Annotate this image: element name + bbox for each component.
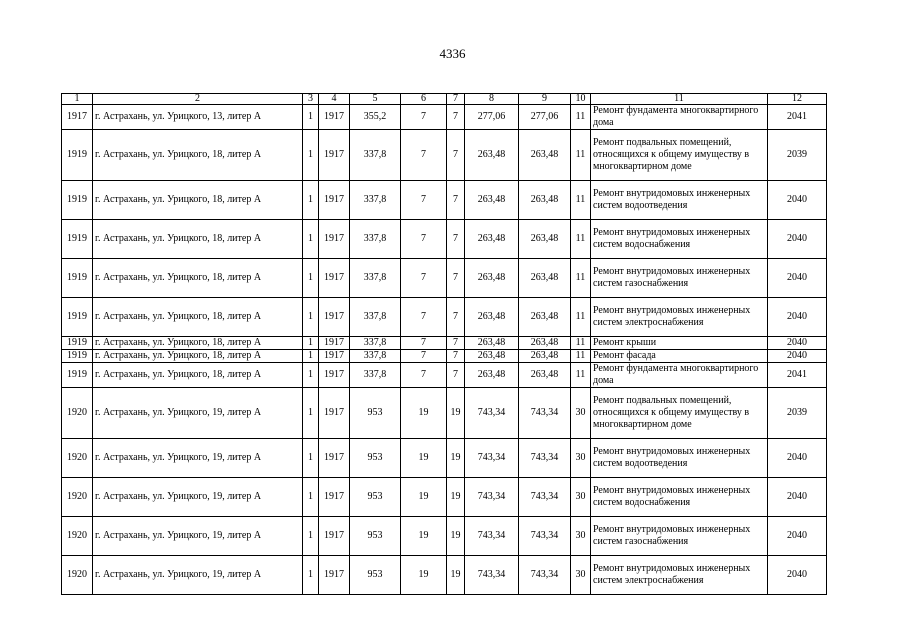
col-8-cell: 263,48 [465,363,519,388]
area-cell: 953 [350,478,401,517]
work-type-cell: Ремонт внутридомовых инженерных систем водоотведения [591,439,768,478]
col-3-cell: 1 [303,478,319,517]
area-cell: 337,8 [350,350,401,363]
col-10-cell: 11 [571,130,591,181]
col-3-cell: 1 [303,556,319,595]
col-9-cell: 743,34 [519,388,571,439]
work-type-cell: Ремонт фасада [591,350,768,363]
col-3-cell: 1 [303,517,319,556]
table-row [62,388,827,439]
col-10-cell: 11 [571,350,591,363]
area-cell: 337,8 [350,181,401,220]
address-cell: г. Астрахань, ул. Урицкого, 18, литер А [93,337,303,350]
header-cell-3: 3 [303,94,319,105]
row-number-cell: 1919 [62,130,93,181]
table-row [62,220,827,259]
col-10-cell: 11 [571,220,591,259]
build-year-cell: 1917 [319,220,350,259]
col-8-cell: 263,48 [465,298,519,337]
row-number-cell: 1920 [62,556,93,595]
work-type-cell: Ремонт внутридомовых инженерных систем водоснабжения [591,220,768,259]
col-7-cell: 7 [447,220,465,259]
header-cell-12: 12 [768,94,827,105]
column-number-header [62,94,827,105]
col-7-cell: 19 [447,517,465,556]
col-7-cell: 7 [447,105,465,130]
table-row [62,350,827,363]
col-7-cell: 7 [447,337,465,350]
table-row [62,517,827,556]
build-year-cell: 1917 [319,556,350,595]
row-number-cell: 1919 [62,363,93,388]
col-10-cell: 11 [571,337,591,350]
address-cell: г. Астрахань, ул. Урицкого, 18, литер А [93,181,303,220]
area-cell: 337,8 [350,337,401,350]
col-3-cell: 1 [303,259,319,298]
build-year-cell: 1917 [319,439,350,478]
col-3-cell: 1 [303,350,319,363]
col-6-cell: 7 [401,337,447,350]
col-6-cell: 19 [401,517,447,556]
area-cell: 953 [350,439,401,478]
col-8-cell: 743,34 [465,439,519,478]
table-row [62,439,827,478]
plan-year-cell: 2040 [768,556,827,595]
address-cell: г. Астрахань, ул. Урицкого, 19, литер А [93,388,303,439]
work-type-cell: Ремонт внутридомовых инженерных систем водоснабжения [591,478,768,517]
address-cell: г. Астрахань, ул. Урицкого, 19, литер А [93,556,303,595]
col-3-cell: 1 [303,439,319,478]
col-6-cell: 7 [401,363,447,388]
col-9-cell: 263,48 [519,337,571,350]
plan-year-cell: 2040 [768,478,827,517]
header-cell-10: 10 [571,94,591,105]
work-type-cell: Ремонт внутридомовых инженерных систем электроснабжения [591,556,768,595]
col-10-cell: 30 [571,439,591,478]
col-10-cell: 11 [571,105,591,130]
table-row [62,259,827,298]
col-7-cell: 7 [447,181,465,220]
build-year-cell: 1917 [319,130,350,181]
col-10-cell: 30 [571,556,591,595]
col-8-cell: 743,34 [465,388,519,439]
row-number-cell: 1919 [62,220,93,259]
address-cell: г. Астрахань, ул. Урицкого, 13, литер А [93,105,303,130]
row-number-cell: 1919 [62,259,93,298]
plan-year-cell: 2040 [768,259,827,298]
plan-year-cell: 2039 [768,130,827,181]
col-7-cell: 7 [447,363,465,388]
col-6-cell: 19 [401,439,447,478]
row-number-cell: 1920 [62,439,93,478]
plan-year-cell: 2041 [768,363,827,388]
col-3-cell: 1 [303,181,319,220]
col-6-cell: 7 [401,130,447,181]
table-row [62,556,827,595]
row-number-cell: 1920 [62,478,93,517]
area-cell: 953 [350,556,401,595]
col-8-cell: 743,34 [465,517,519,556]
plan-year-cell: 2041 [768,105,827,130]
col-7-cell: 7 [447,298,465,337]
col-6-cell: 19 [401,388,447,439]
plan-year-cell: 2040 [768,337,827,350]
col-6-cell: 7 [401,350,447,363]
col-7-cell: 7 [447,130,465,181]
work-type-cell: Ремонт подвальных помещений, относящихся к общему имуществу в многоквартирном доме [591,388,768,439]
col-10-cell: 30 [571,517,591,556]
col-9-cell: 743,34 [519,439,571,478]
build-year-cell: 1917 [319,517,350,556]
repair-schedule-table [61,93,827,595]
header-cell-6: 6 [401,94,447,105]
work-type-cell: Ремонт фундамента многоквартирного дома [591,363,768,388]
header-cell-8: 8 [465,94,519,105]
col-6-cell: 7 [401,298,447,337]
col-9-cell: 743,34 [519,478,571,517]
col-3-cell: 1 [303,298,319,337]
row-number-cell: 1917 [62,105,93,130]
col-9-cell: 277,06 [519,105,571,130]
col-6-cell: 7 [401,220,447,259]
plan-year-cell: 2040 [768,517,827,556]
col-7-cell: 7 [447,350,465,363]
header-cell-7: 7 [447,94,465,105]
col-10-cell: 30 [571,388,591,439]
col-9-cell: 263,48 [519,220,571,259]
col-9-cell: 263,48 [519,298,571,337]
col-3-cell: 1 [303,337,319,350]
col-3-cell: 1 [303,388,319,439]
col-9-cell: 263,48 [519,181,571,220]
col-6-cell: 19 [401,478,447,517]
col-6-cell: 7 [401,181,447,220]
col-8-cell: 743,34 [465,478,519,517]
area-cell: 337,8 [350,259,401,298]
build-year-cell: 1917 [319,337,350,350]
col-8-cell: 263,48 [465,220,519,259]
col-3-cell: 1 [303,220,319,259]
page-number: 4336 [439,46,466,61]
plan-year-cell: 2040 [768,350,827,363]
area-cell: 337,8 [350,298,401,337]
col-9-cell: 263,48 [519,350,571,363]
build-year-cell: 1917 [319,363,350,388]
build-year-cell: 1917 [319,105,350,130]
col-3-cell: 1 [303,105,319,130]
col-8-cell: 263,48 [465,259,519,298]
col-8-cell: 743,34 [465,556,519,595]
col-10-cell: 11 [571,363,591,388]
plan-year-cell: 2040 [768,220,827,259]
col-10-cell: 11 [571,298,591,337]
col-8-cell: 263,48 [465,337,519,350]
row-number-cell: 1919 [62,298,93,337]
col-8-cell: 263,48 [465,130,519,181]
address-cell: г. Астрахань, ул. Урицкого, 18, литер А [93,259,303,298]
plan-year-cell: 2039 [768,388,827,439]
header-cell-4: 4 [319,94,350,105]
row-number-cell: 1920 [62,388,93,439]
col-6-cell: 7 [401,259,447,298]
area-cell: 355,2 [350,105,401,130]
col-9-cell: 263,48 [519,259,571,298]
row-number-cell: 1919 [62,181,93,220]
col-10-cell: 11 [571,259,591,298]
col-3-cell: 1 [303,130,319,181]
build-year-cell: 1917 [319,478,350,517]
area-cell: 953 [350,388,401,439]
col-6-cell: 7 [401,105,447,130]
work-type-cell: Ремонт внутридомовых инженерных систем водоотведения [591,181,768,220]
address-cell: г. Астрахань, ул. Урицкого, 19, литер А [93,478,303,517]
table-row [62,298,827,337]
work-type-cell: Ремонт фундамента многоквартирного дома [591,105,768,130]
col-9-cell: 263,48 [519,363,571,388]
table-row [62,105,827,130]
work-type-cell: Ремонт внутридомовых инженерных систем газоснабжения [591,259,768,298]
address-cell: г. Астрахань, ул. Урицкого, 18, литер А [93,130,303,181]
address-cell: г. Астрахань, ул. Урицкого, 18, литер А [93,363,303,388]
col-8-cell: 263,48 [465,350,519,363]
col-8-cell: 263,48 [465,181,519,220]
work-type-cell: Ремонт внутридомовых инженерных систем газоснабжения [591,517,768,556]
address-cell: г. Астрахань, ул. Урицкого, 18, литер А [93,298,303,337]
header-cell-9: 9 [519,94,571,105]
header-cell-1: 1 [62,94,93,105]
build-year-cell: 1917 [319,388,350,439]
work-type-cell: Ремонт внутридомовых инженерных систем электроснабжения [591,298,768,337]
table-row [62,181,827,220]
table-row [62,363,827,388]
build-year-cell: 1917 [319,350,350,363]
work-type-cell: Ремонт подвальных помещений, относящихся к общему имуществу в многоквартирном доме [591,130,768,181]
work-type-cell: Ремонт крыши [591,337,768,350]
plan-year-cell: 2040 [768,298,827,337]
area-cell: 953 [350,517,401,556]
col-7-cell: 19 [447,388,465,439]
row-number-cell: 1919 [62,350,93,363]
build-year-cell: 1917 [319,298,350,337]
plan-year-cell: 2040 [768,439,827,478]
area-cell: 337,8 [350,220,401,259]
col-7-cell: 7 [447,259,465,298]
address-cell: г. Астрахань, ул. Урицкого, 19, литер А [93,439,303,478]
header-cell-2: 2 [93,94,303,105]
row-number-cell: 1920 [62,517,93,556]
table-row [62,130,827,181]
col-3-cell: 1 [303,363,319,388]
col-7-cell: 19 [447,478,465,517]
table-row [62,337,827,350]
col-9-cell: 263,48 [519,130,571,181]
address-cell: г. Астрахань, ул. Урицкого, 18, литер А [93,220,303,259]
col-6-cell: 19 [401,556,447,595]
build-year-cell: 1917 [319,259,350,298]
col-10-cell: 11 [571,181,591,220]
address-cell: г. Астрахань, ул. Урицкого, 18, литер А [93,350,303,363]
row-number-cell: 1919 [62,337,93,350]
table-row [62,478,827,517]
build-year-cell: 1917 [319,181,350,220]
col-7-cell: 19 [447,556,465,595]
address-cell: г. Астрахань, ул. Урицкого, 19, литер А [93,517,303,556]
col-10-cell: 30 [571,478,591,517]
area-cell: 337,8 [350,363,401,388]
col-9-cell: 743,34 [519,556,571,595]
header-cell-11: 11 [591,94,768,105]
area-cell: 337,8 [350,130,401,181]
col-8-cell: 277,06 [465,105,519,130]
col-9-cell: 743,34 [519,517,571,556]
col-7-cell: 19 [447,439,465,478]
plan-year-cell: 2040 [768,181,827,220]
header-cell-5: 5 [350,94,401,105]
